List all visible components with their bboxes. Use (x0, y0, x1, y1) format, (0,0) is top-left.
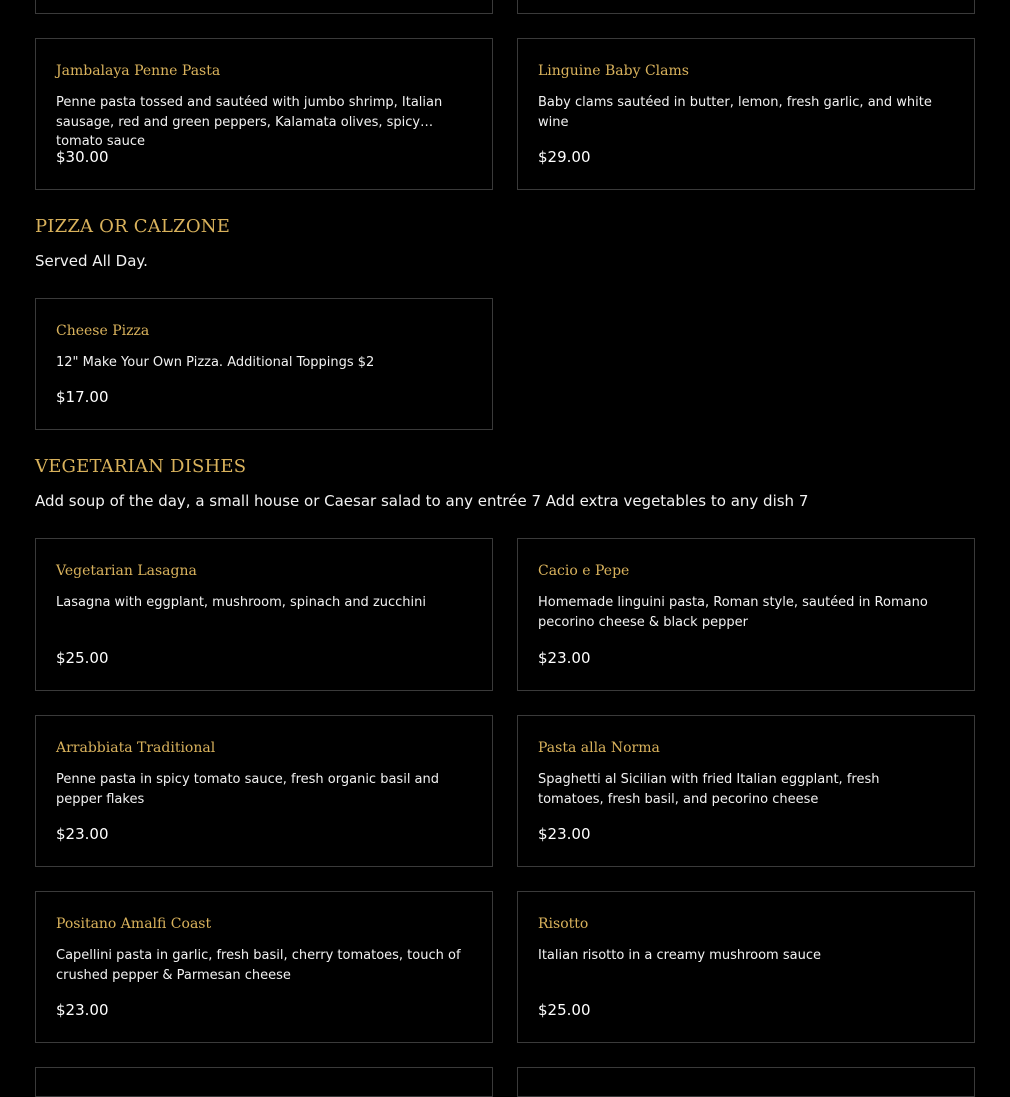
menu-item-name: Linguine Baby Clams (538, 63, 689, 79)
menu-item-price: $25.00 (56, 649, 109, 667)
menu-item-price: $29.00 (538, 148, 591, 166)
menu-item-card[interactable] (517, 891, 975, 1043)
section-title-pizza: PIZZA OR CALZONE (35, 216, 231, 237)
menu-item-name: Pasta alla Norma (538, 740, 660, 756)
menu-item-price: $23.00 (56, 1001, 109, 1019)
menu-item-description: Capellini pasta in garlic, fresh basil, cherry tomatoes, touch of crushed pepper & Parmesan cheese (56, 948, 461, 983)
menu-item-description: Homemade linguini pasta, Roman style, sautéed in Romano pecorino cheese & black pepper (538, 595, 928, 630)
menu-item-card-partial[interactable] (517, 1067, 975, 1097)
menu-item-card[interactable] (35, 715, 493, 867)
section-subtitle-pizza: Served All Day. (35, 252, 148, 270)
menu-item-card[interactable] (517, 538, 975, 691)
menu-item-name: Risotto (538, 916, 589, 932)
menu-item-price: $23.00 (538, 649, 591, 667)
menu-item-card[interactable] (35, 891, 493, 1043)
menu-item-card[interactable] (35, 538, 493, 691)
menu-item-description: 12" Make Your Own Pizza. Additional Toppings $2 (56, 355, 375, 370)
menu-item-description: Italian risotto in a creamy mushroom sauce (538, 948, 821, 963)
menu-item-name: Cacio e Pepe (538, 563, 630, 579)
section-title-vegetarian: VEGETARIAN DISHES (35, 456, 247, 477)
menu-item-name: Positano Amalfi Coast (56, 916, 212, 932)
menu-item-price: $25.00 (538, 1001, 591, 1019)
menu-item-price: $17.00 (56, 388, 109, 406)
menu-item-description: Penne pasta tossed and sautéed with jumbo shrimp, Italian sausage, red and green peppers, Kalamata olives, spicy tomato sauce (56, 95, 443, 149)
menu-item-name: Cheese Pizza (56, 323, 150, 339)
menu-item-description: Baby clams sautéed in butter, lemon, fresh garlic, and white wine (538, 95, 932, 130)
menu-item-card-partial[interactable] (35, 0, 493, 14)
menu-item-card[interactable] (35, 38, 493, 190)
menu-item-price: $30.00 (56, 148, 109, 166)
menu-item-card[interactable] (517, 38, 975, 190)
menu-item-card-partial[interactable] (517, 0, 975, 14)
menu-item-card[interactable] (517, 715, 975, 867)
menu-item-description: Lasagna with eggplant, mushroom, spinach and zucchini (56, 595, 427, 610)
menu-item-price: $23.00 (538, 825, 591, 843)
menu-item-description: Penne pasta in spicy tomato sauce, fresh organic basil and pepper flakes (56, 772, 440, 807)
menu-item-card-partial[interactable] (35, 1067, 493, 1097)
menu-item-name: Jambalaya Penne Pasta (56, 63, 221, 79)
menu-item-description: Spaghetti al Sicilian with fried Italian eggplant, fresh tomatoes, fresh basil, and pecorino cheese (538, 772, 880, 807)
menu-item-name: Vegetarian Lasagna (56, 563, 197, 579)
menu-item-card[interactable] (35, 298, 493, 430)
menu-item-name: Arrabbiata Traditional (56, 740, 216, 756)
menu-item-price: $23.00 (56, 825, 109, 843)
section-subtitle-vegetarian: Add soup of the day, a small house or Caesar salad to any entrée 7 Add extra vegetables to any dish 7 (35, 492, 809, 510)
